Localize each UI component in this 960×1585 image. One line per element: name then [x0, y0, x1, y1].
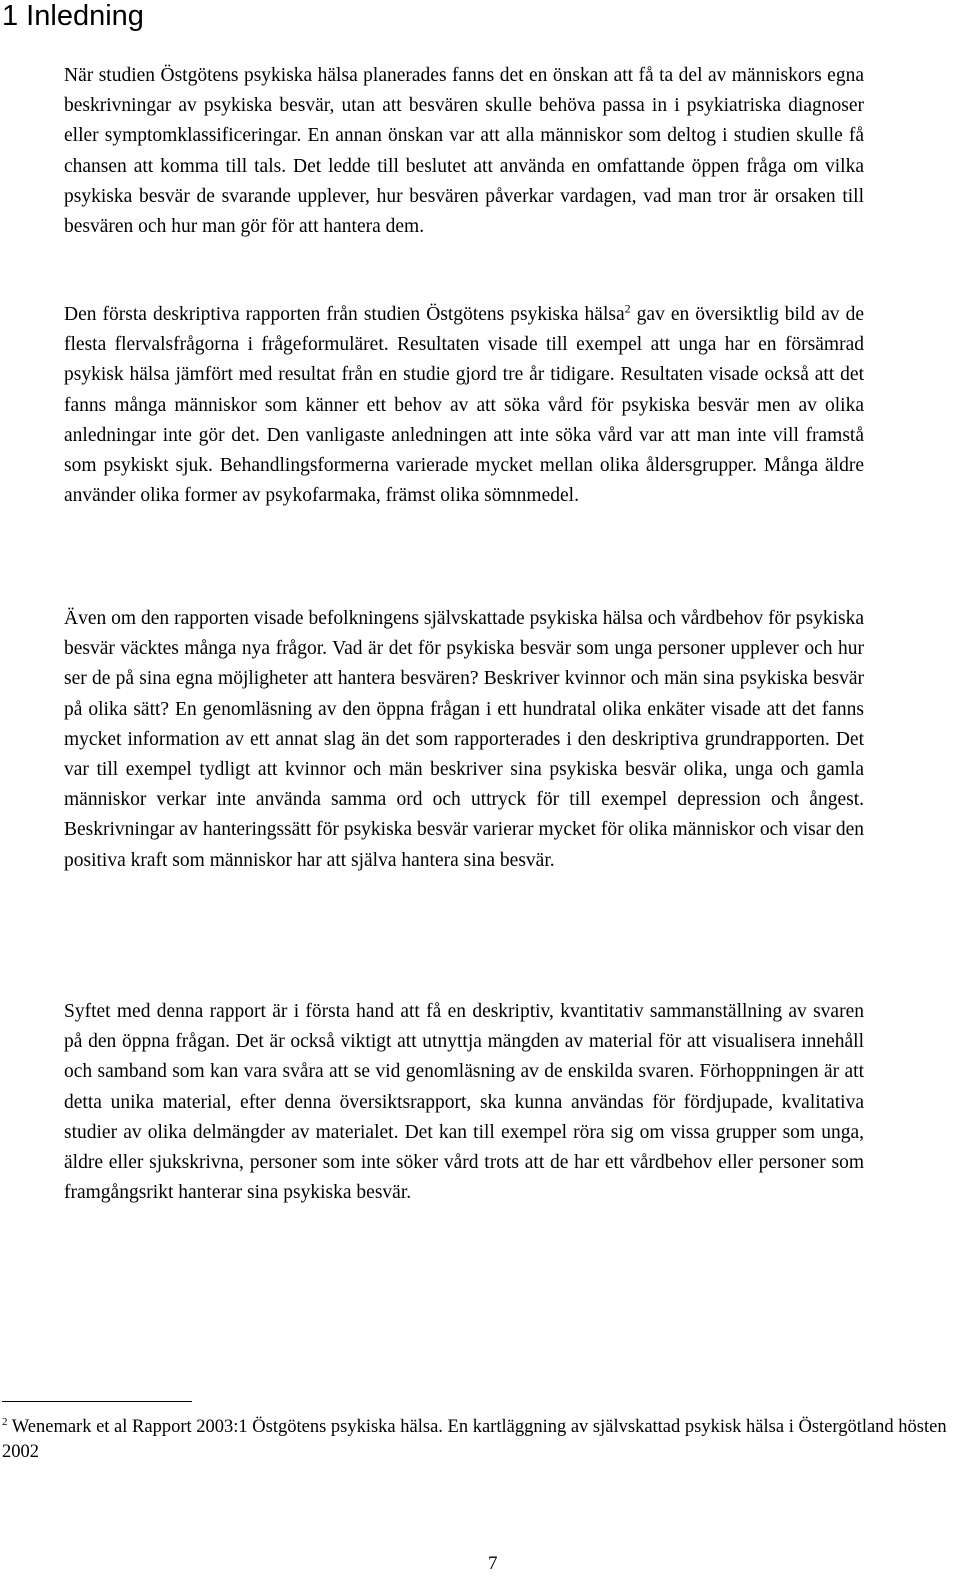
footnote — [2, 1415, 958, 1465]
footnote-number: 2 — [2, 1415, 8, 1428]
paragraph-4: Syftet med denna rapport är i första hand att få en deskriptiv, kvantitativ sammanställning av svaren på den öppna frågan. Det är också viktigt att utnyttja mängden av material för att visualisera innehåll och samband som kan vara svåra att se vid genomläsning av de enskilda svaren. Förhoppningen är att detta unika material, efter denna översiktsrapport, ska kunna användas för fördjupade, kvalitativa studier av olika delmängder av materialet. Det kan till exempel röra sig om vissa grupper som unga, äldre eller sjukskrivna, personer som inte söker vård trots att de har ett vårdbehov eller personer som framgångsrikt hanterar sina psykiska besvär. — [64, 1001, 864, 1204]
footnote-divider — [2, 1401, 192, 1402]
page-number: 7 — [488, 1553, 498, 1574]
paragraph-3: Även om den rapporten visade befolkningens självskattade psykiska hälsa och vårdbehov för psykiska besvär väcktes många nya frågor. Vad är det för psykiska besvär som unga personer upplever och hur ser de på sina egna möjligheter att hantera besvären? Beskriver kvinnor och män sina psykiska besvär på olika sätt? En genomläsning av den öppna frågan i ett hundratal olika enkäter visade att det fanns mycket information av ett annat slag än det som rapporterades i den deskriptiva grundrapporten. Det var till exempel tydligt att kvinnor och män beskriver sina psykiska besvär olika, unga och gamla människor verkar inte använda samma ord och uttryck för till exempel depression och ångest. Beskrivningar av hanteringssätt för psykiska besvär varierar mycket för olika människor och visar den positiva kraft som människor har att själva hantera sina besvär. — [64, 608, 864, 871]
paragraph-2-text-end: gav en översiktlig bild av de flesta flervalsfrågorna i frågeformuläret. Resultaten visade till exempel att unga har en försämrad psykisk hälsa jämfört med resultat från en studie gjord tre år tidigare. Resultaten visade också att det fanns många människor som känner ett behov av att söka vård för psykiska besvär men av olika anledningar inte gör det. Den vanligaste anledningen att inte söka vård var att man inte vill framstå som psykiskt sjuk. Behandlingsformerna varierade mycket mellan olika åldersgrupper. Många äldre använder olika former av psykofarmaka, främst olika sömnmedel. — [64, 304, 864, 507]
footnote-text: Wenemark et al Rapport 2003:1 Östgötens psykiska hälsa. En kartläggning av självskattad psykisk hälsa i Östergötland hösten 2002 — [2, 1417, 947, 1462]
paragraph-2 — [64, 300, 864, 511]
section-heading: 1 Inledning — [2, 0, 144, 32]
footnote-reference[interactable]: 2 — [624, 301, 631, 316]
paragraph-1: När studien Östgötens psykiska hälsa planerades fanns det en önskan att få ta del av människors egna beskrivningar av psykiska besvär, utan att besvären skulle behöva passa in i psykiatriska diagnoser eller symptomklassificeringar. En annan önskan var att alla människor som deltog i studien skulle få chansen att komma till tals. Det ledde till beslutet att använda en omfattande öppen fråga om vilka psykiska besvär de svarande upplever, hur besvären påverkar vardagen, vad man tror är orsaken till besvären och hur man gör för att hantera dem. — [64, 65, 864, 238]
paragraph-2-text-start: Den första deskriptiva rapporten från studien Östgötens psykiska hälsa — [64, 304, 625, 325]
